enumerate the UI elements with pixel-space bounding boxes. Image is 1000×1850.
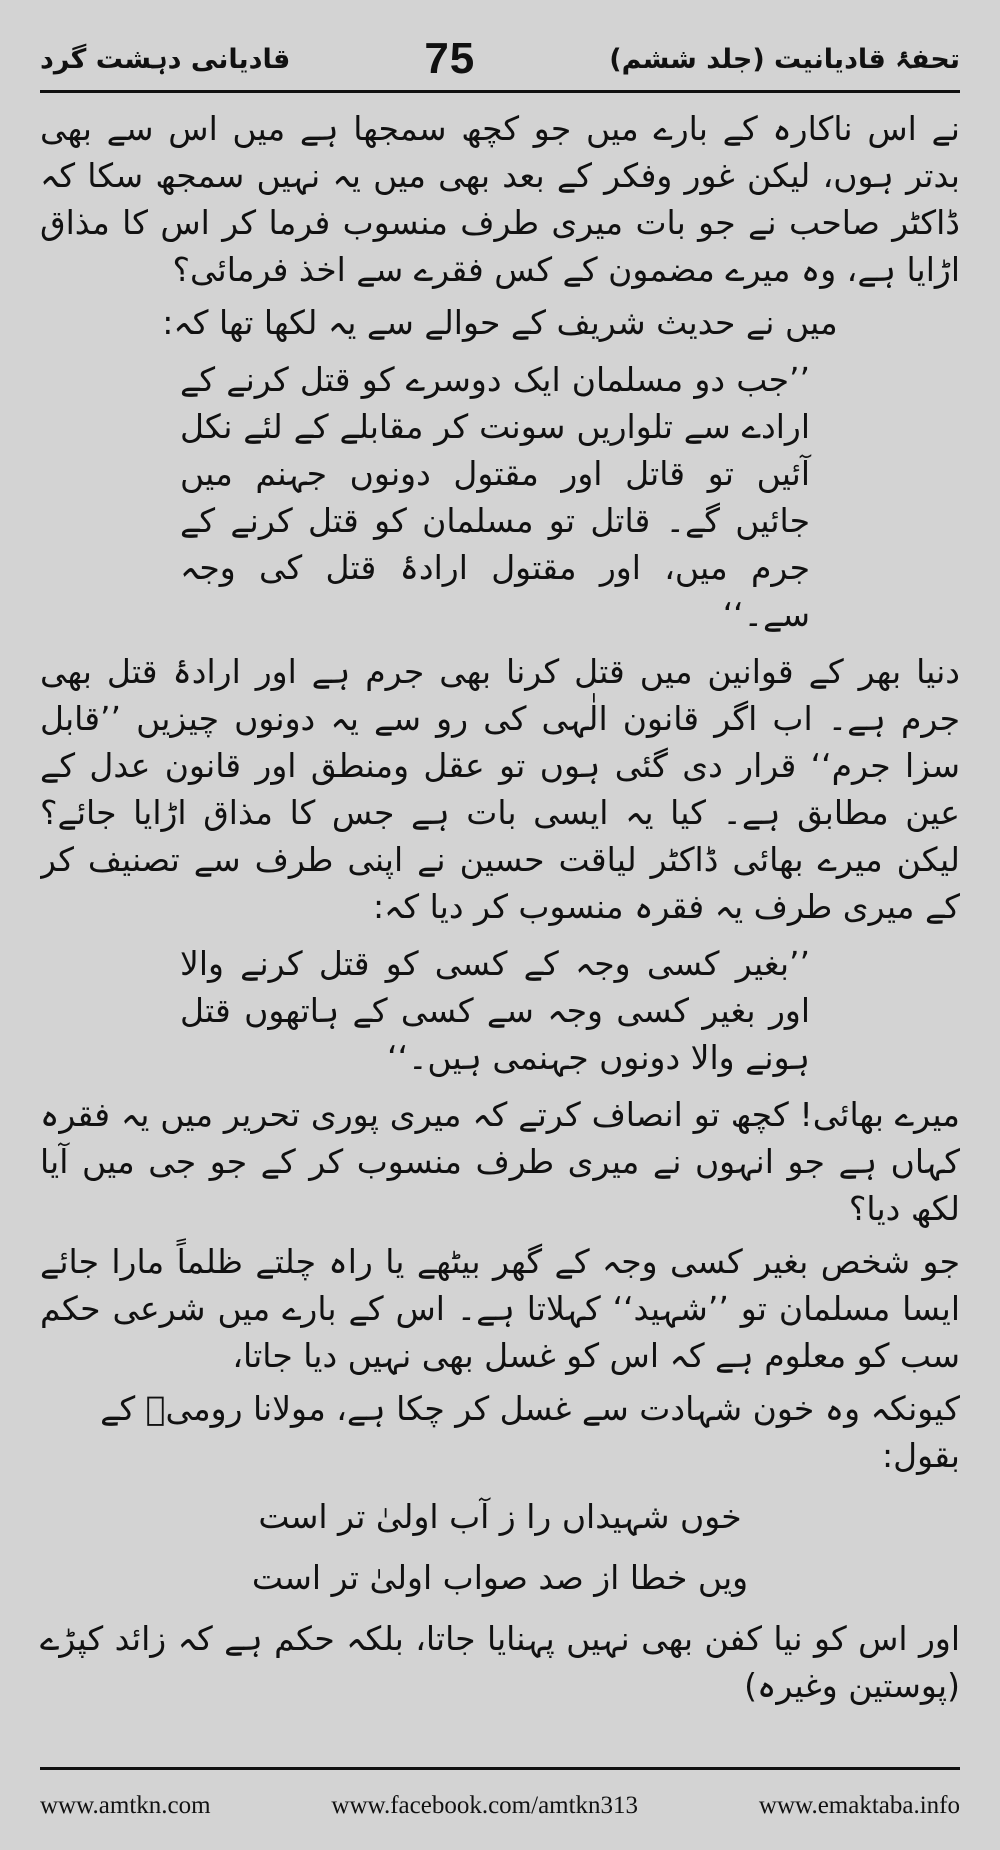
book-title: تحفۂ قادیانیت (جلد ششم) [609,43,960,75]
footer-link-facebook[interactable]: www.facebook.com/amtkn313 [331,1792,639,1819]
page-number: 75 [424,34,476,83]
paragraph-4: میرے بھائی! کچھ تو انصاف کرتے کہ میری پوری تحریر میں یہ فقرہ کہاں ہے جو انہوں نے میری طرف منسوب کر کے جو جی میں آیا لکھ دیا؟ [40,1095,960,1228]
paragraph-5: جو شخص بغیر کسی وجہ کے گھر بیٹھے یا راہ چلتے ظلماً مارا جائے ایسا مسلمان تو ’’شہید‘‘ کہلاتا ہے۔ اس کے بارے میں شرعی حکم سب کو معلوم ہے کہ اس کو غسل بھی نہیں دیا جاتا، [40,1242,960,1375]
paragraph-6: کیونکہ وہ خون شہادت سے غسل کر چکا ہے، مولانا رومیؒ کے بقول: [100,1389,960,1475]
paragraph-7: اور اس کو نیا کفن بھی نہیں پہنایا جاتا، بلکہ حکم ہے کہ زائد کپڑے (پوستین وغیرہ) [40,1619,960,1705]
verse-line-2: ویں خطا از صد صواب اولیٰ تر است [251,1558,749,1597]
paragraph-2: میں نے حدیث شریف کے حوالے سے یہ لکھا تھا کہ: [162,303,838,342]
footer-link-emaktaba[interactable]: www.emaktaba.info [758,1792,960,1819]
page-header [40,28,960,93]
page-body [40,105,960,1760]
quote-1: ’’جب دو مسلمان ایک دوسرے کو قتل کرنے کے ارادے سے تلواریں سونت کر مقابلے کے لئے نکل آئیں تو قاتل اور مقتول دونوں جہنم میں جائیں گے۔ قاتل تو مسلمان کو قتل کرنے کے جرم میں، اور مقتول ارادۂ قتل کی وجہ سے۔‘‘ [180,360,810,634]
footer-link-amtkn[interactable]: www.amtkn.com [40,1792,211,1819]
quote-2: ’’بغیر کسی وجہ کے کسی کو قتل کرنے والا اور بغیر کسی وجہ سے کسی کے ہاتھوں قتل ہونے والا دونوں جہنمی ہیں۔‘‘ [180,944,810,1077]
page-footer [40,1767,960,1820]
chapter-title: قادیانی دہشت گرد [40,43,291,75]
paragraph-1: نے اس ناکارہ کے بارے میں جو کچھ سمجھا ہے میں اس سے بھی بدتر ہوں، لیکن غور وفکر کے بعد بھی میں یہ نہیں سمجھ سکا کہ ڈاکٹر صاحب نے جو بات میری طرف منسوب فرما کر اس کا مذاق اڑایا ہے، وہ میرے مضمون کے کس فقرے سے اخذ فرمائی؟ [40,109,960,289]
verse-line-1: خوں شہیداں را ز آب اولیٰ تر است [258,1497,742,1536]
paragraph-3: دنیا بھر کے قوانین میں قتل کرنا بھی جرم ہے اور ارادۂ قتل بھی جرم ہے۔ اب اگر قانون الٰہی کی رو سے یہ دونوں چیزیں ’’قابل سزا جرم‘‘ قرار دی گئی ہوں تو عقل ومنطق اور قانون عدل کے عین مطابق ہے۔ کیا یہ ایسی بات ہے جس کا مذاق اڑایا جائے؟ لیکن میرے بھائی ڈاکٹر لیاقت حسین نے اپنی طرف سے تصنیف کر کے میری طرف یہ فقرہ منسوب کر دیا کہ: [40,652,960,926]
